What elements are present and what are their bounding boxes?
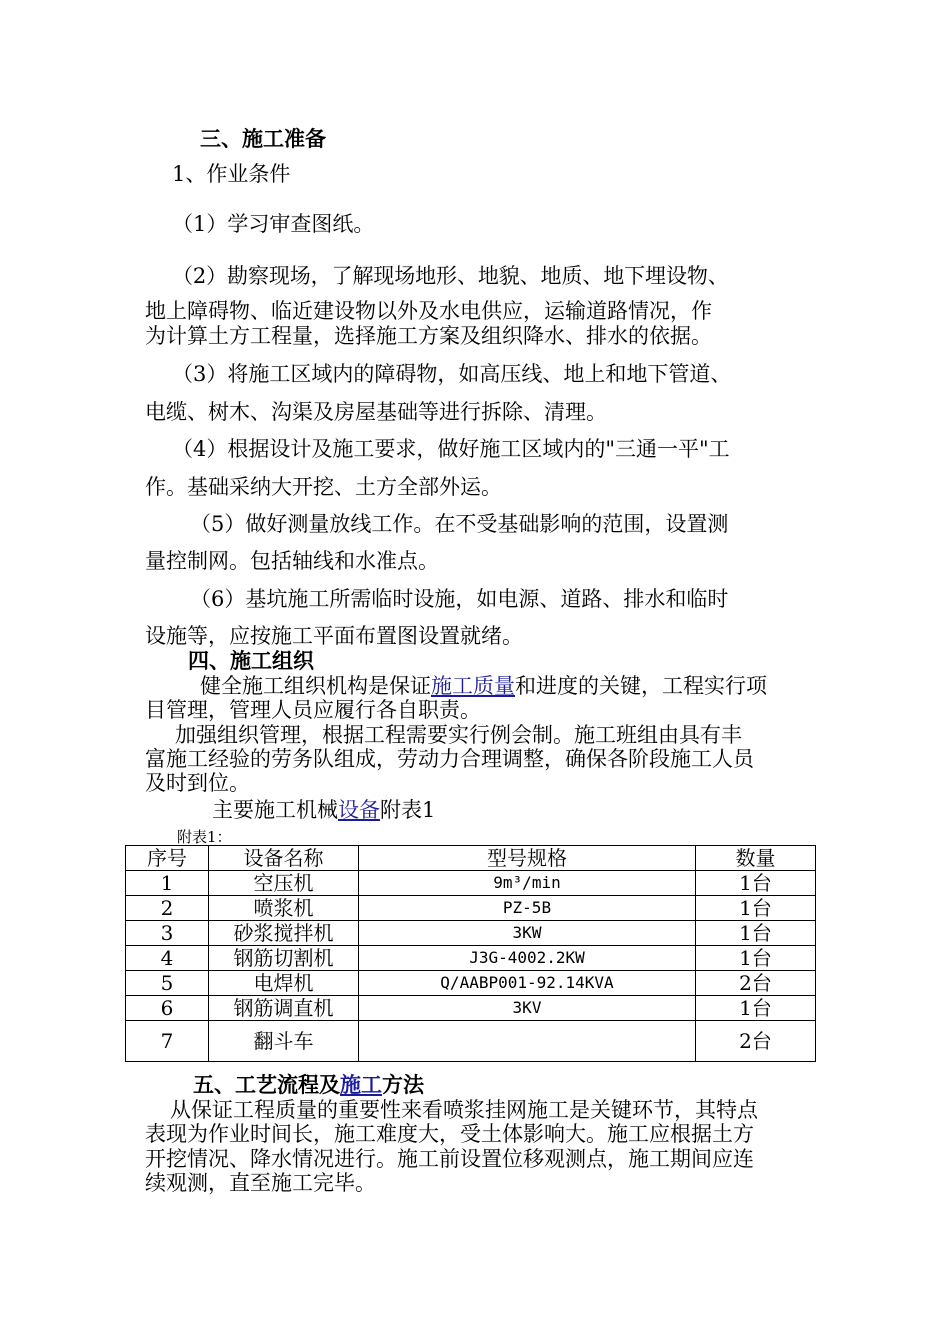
equipment-link[interactable]: 设备 xyxy=(338,798,380,822)
cell-no: 7 xyxy=(126,1021,209,1062)
table-row xyxy=(126,946,816,971)
item-2-line-3: 为计算土方工程量，选择施工方案及组织降水、排水的依据。 xyxy=(145,324,712,348)
section-3-heading: 三、施工准备 xyxy=(200,126,326,151)
item-4-line-2: 作。基础采纳大开挖、土方全部外运。 xyxy=(145,475,502,499)
cell-qty: 2台 xyxy=(696,1021,816,1062)
cell-qty: 1台 xyxy=(696,996,816,1021)
cell-no: 4 xyxy=(126,946,209,971)
item-2-line-1: （2）勘察现场，了解现场地形、地貌、地质、地下埋设物、 xyxy=(172,264,729,288)
mgmt-paragraph-line-3: 及时到位。 xyxy=(145,771,250,795)
cell-no: 6 xyxy=(126,996,209,1021)
item-5-line-1: （5）做好测量放线工作。在不受基础影响的范围，设置测 xyxy=(190,512,729,536)
cell-no: 2 xyxy=(126,896,209,921)
cell-no: 3 xyxy=(126,921,209,946)
item-4-line-1: （4）根据设计及施工要求，做好施工区域内的"三通一平"工 xyxy=(172,437,730,461)
construction-quality-link[interactable]: 施工质量 xyxy=(431,674,515,698)
work-conditions-subheading: 1、作业条件 xyxy=(172,162,291,186)
org-text-a: 健全施工组织机构是保证 xyxy=(200,674,431,698)
section-4-heading: 四、施工组织 xyxy=(188,648,314,673)
section-5-heading xyxy=(193,1073,424,1097)
org-text-b: 和进度的关键，工程实行项 xyxy=(515,674,767,698)
table-row xyxy=(126,971,816,996)
header-qty: 数量 xyxy=(696,846,816,871)
org-paragraph-line-1 xyxy=(200,674,767,698)
cell-model xyxy=(359,1021,696,1062)
equipment-table-caption xyxy=(212,798,435,822)
cell-qty: 1台 xyxy=(696,946,816,971)
cell-name: 翻斗车 xyxy=(209,1021,359,1062)
cell-name: 砂浆搅拌机 xyxy=(209,921,359,946)
heading-text-a: 五、工艺流程及 xyxy=(193,1072,340,1097)
cell-model: J3G-4002.2KW xyxy=(359,946,696,971)
cell-qty: 1台 xyxy=(696,871,816,896)
caption-text-a: 主要施工机械 xyxy=(212,798,338,822)
table-row xyxy=(126,921,816,946)
mgmt-paragraph-line-1: 加强组织管理，根据工程需要实行例会制。施工班组由具有丰 xyxy=(175,723,742,747)
org-paragraph-line-2: 目管理，管理人员应履行各自职责。 xyxy=(145,698,481,722)
table-header-row xyxy=(126,846,816,871)
cell-qty: 2台 xyxy=(696,971,816,996)
cell-model: 3KW xyxy=(359,921,696,946)
cell-qty: 1台 xyxy=(696,921,816,946)
item-5-line-2: 量控制网。包括轴线和水准点。 xyxy=(145,549,439,573)
item-2-line-2: 地上障碍物、临近建设物以外及水电供应，运输道路情况，作 xyxy=(145,299,712,323)
cell-model: Q/AABP001-92.14KVA xyxy=(359,971,696,996)
mgmt-paragraph-line-2: 富施工经验的劳务队组成，劳动力合理调整，确保各阶段施工人员 xyxy=(145,747,754,771)
process-paragraph-line-2: 表现为作业时间长，施工难度大，受土体影响大。施工应根据土方 xyxy=(145,1122,754,1146)
item-3-line-1: （3）将施工区域内的障碍物，如高压线、地上和地下管道、 xyxy=(172,362,732,386)
cell-name: 钢筋调直机 xyxy=(209,996,359,1021)
cell-name: 电焊机 xyxy=(209,971,359,996)
table-row xyxy=(126,1021,816,1062)
cell-name: 空压机 xyxy=(209,871,359,896)
cell-model: 3KV xyxy=(359,996,696,1021)
construction-link[interactable]: 施工 xyxy=(340,1072,382,1097)
heading-text-b: 方法 xyxy=(382,1072,424,1097)
item-1: （1）学习审查图纸。 xyxy=(172,212,375,236)
header-name: 设备名称 xyxy=(209,846,359,871)
item-6-line-2: 设施等，应按施工平面布置图设置就绪。 xyxy=(145,624,523,648)
cell-name: 钢筋切割机 xyxy=(209,946,359,971)
item-6-line-1: （6）基坑施工所需临时设施，如电源、道路、排水和临时 xyxy=(190,587,729,611)
cell-no: 5 xyxy=(126,971,209,996)
cell-name: 喷浆机 xyxy=(209,896,359,921)
cell-qty: 1台 xyxy=(696,896,816,921)
process-paragraph-line-4: 续观测，直至施工完毕。 xyxy=(145,1171,376,1195)
appendix-note: 附表1： xyxy=(177,828,232,846)
cell-model: PZ-5B xyxy=(359,896,696,921)
table-row xyxy=(126,871,816,896)
header-model: 型号规格 xyxy=(359,846,696,871)
item-3-line-2: 电缆、树木、沟渠及房屋基础等进行拆除、清理。 xyxy=(145,400,607,424)
process-paragraph-line-3: 开挖情况、降水情况进行。施工前设置位移观测点，施工期间应连 xyxy=(145,1147,754,1171)
process-paragraph-line-1: 从保证工程质量的重要性来看喷浆挂网施工是关键环节，其特点 xyxy=(170,1098,758,1122)
cell-model: 9m³/min xyxy=(359,871,696,896)
table-row xyxy=(126,996,816,1021)
header-no: 序号 xyxy=(126,846,209,871)
table-row xyxy=(126,896,816,921)
equipment-table xyxy=(125,845,816,1062)
cell-no: 1 xyxy=(126,871,209,896)
caption-text-b: 附表1 xyxy=(380,798,436,822)
